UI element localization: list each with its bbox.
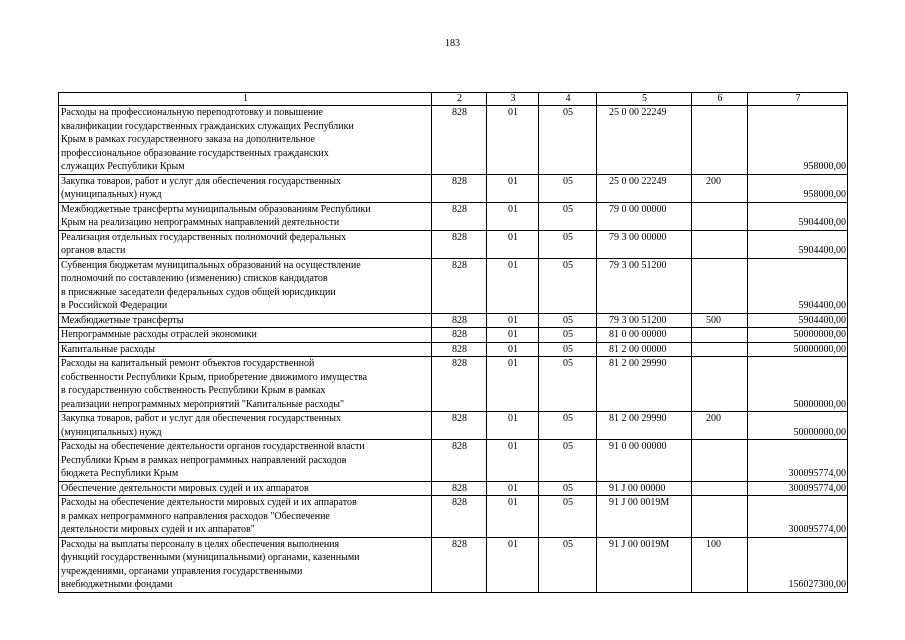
- subsection-code-cell: 05: [539, 412, 597, 440]
- subsection-code-cell: 05: [539, 537, 597, 592]
- subsection-code-cell: 05: [539, 106, 597, 175]
- amount-cell: 50000000,00: [748, 412, 848, 440]
- expense-name-line: полномочий по составлению (изменению) списков кандидатов: [61, 273, 328, 284]
- target-article-cell: 91 J 00 0019M: [597, 537, 692, 592]
- target-article-cell: 79 0 00 00000: [597, 202, 692, 230]
- section-code-cell: 01: [487, 328, 539, 343]
- amount-cell: 156027300,00: [748, 537, 848, 592]
- target-article-cell: 81 0 00 00000: [597, 328, 692, 343]
- table-row: [59, 230, 848, 258]
- expense-name-line: Расходы на капитальный ремонт объектов государственной: [61, 358, 315, 369]
- section-code-cell: 01: [487, 230, 539, 258]
- expense-name-line: Реализация отдельных государственных полномочий федеральных: [61, 231, 347, 243]
- ministry-code-cell: 828: [432, 412, 487, 440]
- amount-cell: 5904400,00: [748, 230, 848, 258]
- ministry-code-cell: 828: [432, 537, 487, 592]
- expense-name-line: Крым на реализацию непрограммных направлений деятельности: [61, 217, 340, 228]
- ministry-code-cell: 828: [432, 342, 487, 357]
- subsection-code-cell: 05: [539, 496, 597, 538]
- expense-name-cell: [59, 412, 432, 440]
- target-article-cell: 79 3 00 00000: [597, 230, 692, 258]
- expense-name-line: внебюджетными фондами: [61, 579, 173, 590]
- expense-name-line: в присяжные заседатели федеральных судов общей юрисдикции: [61, 286, 336, 298]
- section-code-cell: 01: [487, 342, 539, 357]
- header-row: [59, 93, 848, 106]
- table-row: [59, 328, 848, 343]
- section-code-cell: 01: [487, 202, 539, 230]
- expense-name-line: деятельности мировых судей и их аппаратов": [61, 524, 255, 535]
- section-code-cell: 01: [487, 440, 539, 482]
- ministry-code-cell: 828: [432, 357, 487, 412]
- expense-name-cell: [59, 106, 432, 175]
- subsection-code-cell: 05: [539, 313, 597, 328]
- expense-name-line: в Российской Федерации: [61, 300, 168, 311]
- expense-name-line: Межбюджетные трансферты: [61, 314, 184, 326]
- subsection-code-cell: 05: [539, 202, 597, 230]
- expense-type-cell: 200: [692, 412, 748, 440]
- expense-name-line: Капитальные расходы: [61, 343, 156, 355]
- section-code-cell: 01: [487, 412, 539, 440]
- expense-name-line: служащих Республики Крым: [61, 161, 185, 172]
- ministry-code-cell: 828: [432, 328, 487, 343]
- expense-name-cell: [59, 440, 432, 482]
- target-article-cell: 79 3 00 51200: [597, 313, 692, 328]
- section-code-cell: 01: [487, 313, 539, 328]
- section-code-cell: 01: [487, 357, 539, 412]
- amount-cell: 300095774,00: [748, 496, 848, 538]
- expense-name-cell: [59, 202, 432, 230]
- expense-name-line: в рамках непрограммного направления расходов "Обеспечение: [61, 510, 330, 522]
- table-row: [59, 106, 848, 175]
- amount-cell: 50000000,00: [748, 342, 848, 357]
- expense-name-cell: [59, 174, 432, 202]
- section-code-cell: 01: [487, 481, 539, 496]
- expense-name-line: Республики Крым в рамках непрограммных направлений расходов: [61, 454, 347, 466]
- table-row: [59, 440, 848, 482]
- table-row: [59, 412, 848, 440]
- expense-name-line: Непрограммные расходы отраслей экономики: [61, 329, 257, 340]
- header-cell: 5: [597, 93, 692, 106]
- expense-name-line: органов власти: [61, 245, 126, 256]
- expense-type-cell: [692, 106, 748, 175]
- expense-name-line: Расходы на выплаты персоналу в целях обеспечения выполнения: [61, 538, 340, 550]
- expense-name-line: Закупка товаров, работ и услуг для обеспечения государственных: [61, 413, 342, 424]
- expense-name-cell: [59, 537, 432, 592]
- table-row: [59, 258, 848, 313]
- target-article-cell: 79 3 00 51200: [597, 258, 692, 313]
- ministry-code-cell: 828: [432, 202, 487, 230]
- ministry-code-cell: 828: [432, 313, 487, 328]
- expense-name-line: реализации непрограммных мероприятий "Капитальные расходы": [61, 398, 345, 410]
- amount-cell: 50000000,00: [748, 357, 848, 412]
- subsection-code-cell: 05: [539, 440, 597, 482]
- expense-type-cell: [692, 328, 748, 343]
- section-code-cell: 01: [487, 496, 539, 538]
- expense-name-line: Расходы на обеспечение деятельности мировых судей и их аппаратов: [61, 497, 357, 508]
- section-code-cell: 01: [487, 258, 539, 313]
- ministry-code-cell: 828: [432, 481, 487, 496]
- amount-cell: 5904400,00: [748, 202, 848, 230]
- expense-type-cell: [692, 258, 748, 313]
- expense-name-line: профессиональное образование государственных гражданских: [61, 147, 329, 159]
- target-article-cell: 91 J 00 00000: [597, 481, 692, 496]
- header-cell: 1: [59, 93, 432, 106]
- expense-name-line: в государственную собственность Республики Крым в рамках: [61, 385, 326, 396]
- expense-name-cell: [59, 313, 432, 328]
- expense-name-cell: [59, 328, 432, 343]
- ministry-code-cell: 828: [432, 258, 487, 313]
- expense-name-cell: [59, 357, 432, 412]
- ministry-code-cell: 828: [432, 440, 487, 482]
- target-article-cell: 25 0 00 22249: [597, 174, 692, 202]
- target-article-cell: 91 0 00 00000: [597, 440, 692, 482]
- expense-name-line: квалификации государственных гражданских служащих Республики: [61, 120, 354, 132]
- target-article-cell: 81 2 00 29990: [597, 412, 692, 440]
- target-article-cell: 25 0 00 22249: [597, 106, 692, 175]
- table-row: [59, 342, 848, 357]
- amount-cell: 300095774,00: [748, 440, 848, 482]
- amount-cell: 5904400,00: [748, 258, 848, 313]
- header-cell: 6: [692, 93, 748, 106]
- expense-name-line: собственности Республики Крым, приобретение движимого имущества: [61, 371, 368, 383]
- expense-type-cell: 200: [692, 174, 748, 202]
- section-code-cell: 01: [487, 106, 539, 175]
- subsection-code-cell: 05: [539, 481, 597, 496]
- expense-name-line: функций государственными (муниципальными) органами, казенными: [61, 552, 360, 563]
- expense-type-cell: 500: [692, 313, 748, 328]
- expense-type-cell: [692, 202, 748, 230]
- expense-type-cell: [692, 496, 748, 538]
- amount-cell: 300095774,00: [748, 481, 848, 496]
- amount-cell: 50000000,00: [748, 328, 848, 343]
- subsection-code-cell: 05: [539, 342, 597, 357]
- subsection-code-cell: 05: [539, 328, 597, 343]
- subsection-code-cell: 05: [539, 357, 597, 412]
- expense-name-line: (муниципальных) нужд: [61, 426, 162, 438]
- expense-type-cell: [692, 230, 748, 258]
- subsection-code-cell: 05: [539, 230, 597, 258]
- subsection-code-cell: 05: [539, 174, 597, 202]
- expense-name-cell: [59, 230, 432, 258]
- table-row: [59, 357, 848, 412]
- table-row: [59, 174, 848, 202]
- expense-name-cell: [59, 481, 432, 496]
- target-article-cell: 81 2 00 29990: [597, 357, 692, 412]
- expense-type-cell: [692, 357, 748, 412]
- expense-name-line: учреждениями, органами управления государственными: [61, 565, 303, 577]
- ministry-code-cell: 828: [432, 174, 487, 202]
- expense-name-cell: [59, 496, 432, 538]
- expense-name-cell: [59, 342, 432, 357]
- header-cell: 4: [539, 93, 597, 106]
- expense-name-line: Расходы на профессиональную переподготовку и повышение: [61, 107, 323, 118]
- budget-table: [58, 92, 848, 593]
- ministry-code-cell: 828: [432, 496, 487, 538]
- table-row: [59, 537, 848, 592]
- expense-name-line: Крым в рамках государственного заказа на дополнительное: [61, 134, 316, 145]
- target-article-cell: 91 J 00 0019M: [597, 496, 692, 538]
- table-row: [59, 313, 848, 328]
- expense-name-line: Закупка товаров, работ и услуг для обеспечения государственных: [61, 175, 342, 187]
- section-code-cell: 01: [487, 174, 539, 202]
- expense-type-cell: [692, 481, 748, 496]
- expense-name-line: Межбюджетные трансферты муниципальным образованиям Республики: [61, 203, 371, 215]
- expense-type-cell: 100: [692, 537, 748, 592]
- expense-type-cell: [692, 440, 748, 482]
- page-number: 183: [445, 38, 460, 49]
- header-cell: 7: [748, 93, 848, 106]
- expense-name-line: Расходы на обеспечение деятельности органов государственной власти: [61, 441, 365, 452]
- amount-cell: 5904400,00: [748, 313, 848, 328]
- subsection-code-cell: 05: [539, 258, 597, 313]
- target-article-cell: 81 2 00 00000: [597, 342, 692, 357]
- amount-cell: 958000,00: [748, 174, 848, 202]
- expense-name-cell: [59, 258, 432, 313]
- expense-name-line: (муниципальных) нужд: [61, 189, 162, 200]
- header-cell: 2: [432, 93, 487, 106]
- expense-name-line: бюджета Республики Крым: [61, 468, 179, 479]
- expense-type-cell: [692, 342, 748, 357]
- header-cell: 3: [487, 93, 539, 106]
- expense-name-line: Обеспечение деятельности мировых судей и их аппаратов: [61, 482, 309, 494]
- amount-cell: 958000,00: [748, 106, 848, 175]
- expense-name-line: Субвенция бюджетам муниципальных образований на осуществление: [61, 259, 361, 271]
- section-code-cell: 01: [487, 537, 539, 592]
- ministry-code-cell: 828: [432, 230, 487, 258]
- table-row: [59, 481, 848, 496]
- table-row: [59, 202, 848, 230]
- ministry-code-cell: 828: [432, 106, 487, 175]
- table-row: [59, 496, 848, 538]
